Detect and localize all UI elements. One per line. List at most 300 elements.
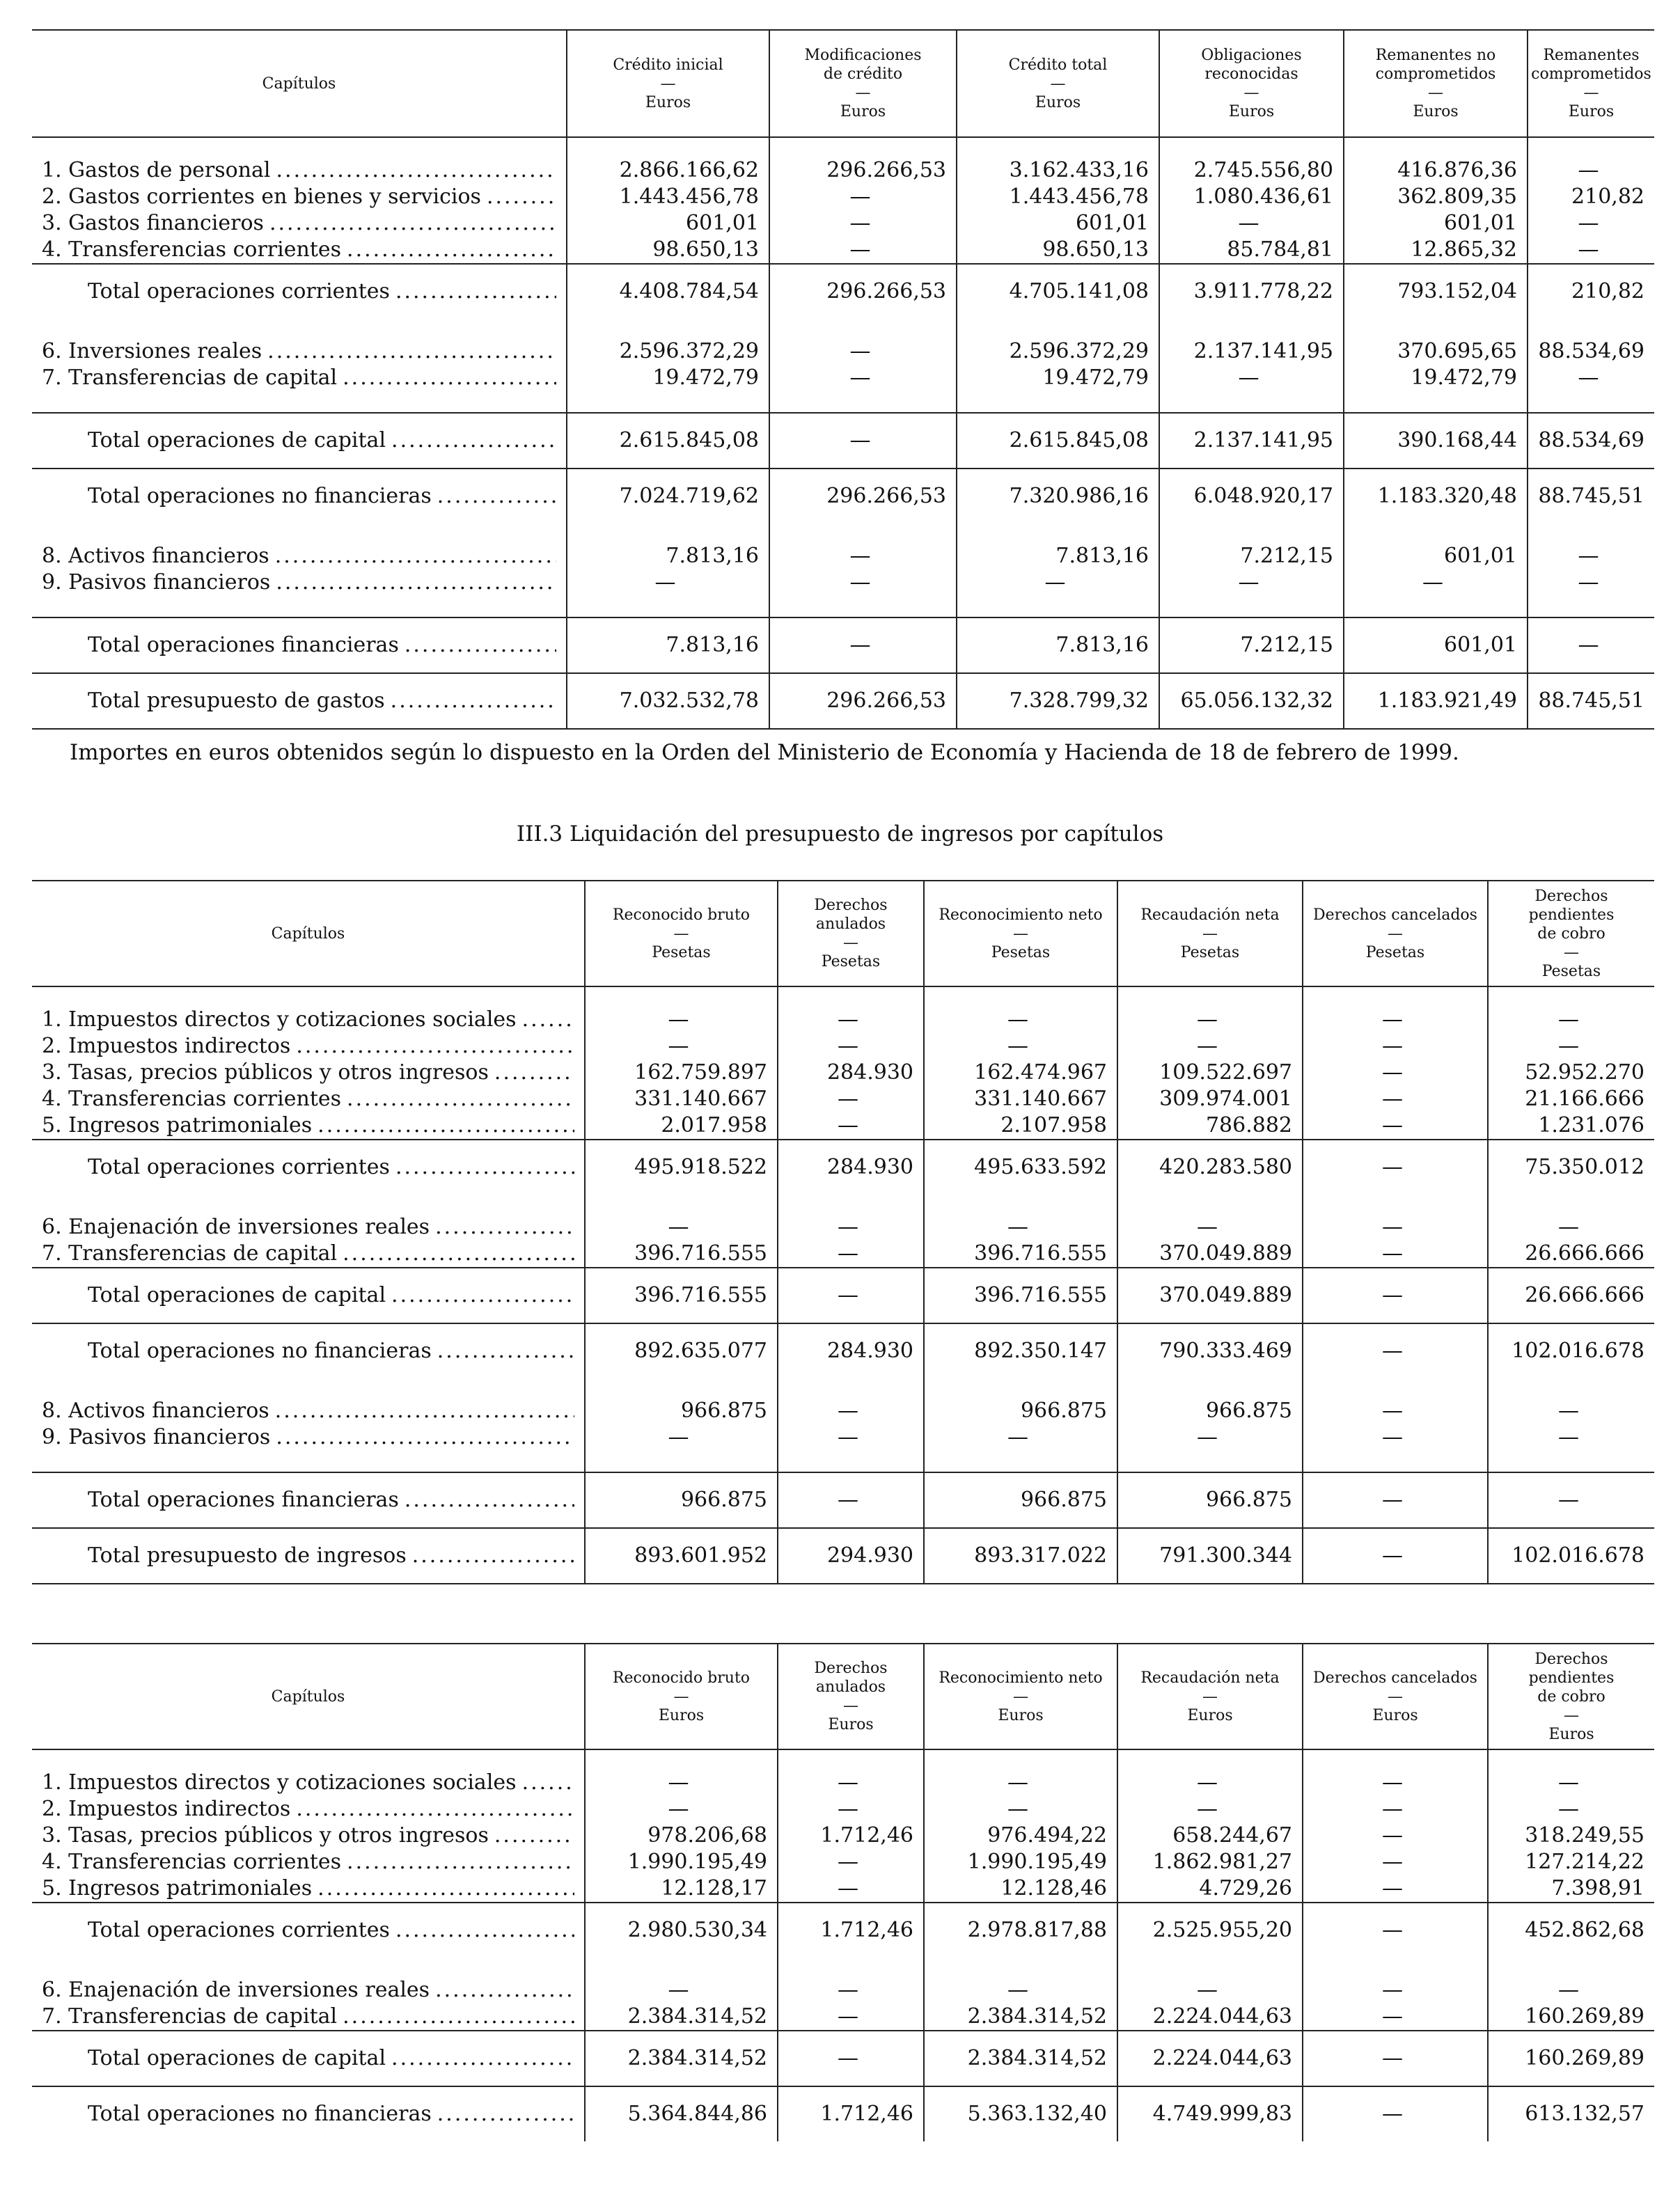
value-cell: 2.384.314,52 (924, 2004, 1117, 2031)
value-cell: 1.080.436,61 (1159, 184, 1344, 210)
value-cell: — (1303, 1060, 1488, 1086)
value-cell: — (567, 569, 769, 596)
table-row (32, 524, 1654, 569)
value-cell: 1.712,46 (778, 1823, 924, 1849)
leader-dots (437, 1338, 574, 1364)
value-cell: 893.601.952 (585, 1528, 778, 1584)
header-credito-inicial: Crédito inicial — Euros (567, 30, 769, 137)
value-cell: 52.952.270 (1488, 1060, 1654, 1086)
header-derechos-cancelados: Derechos cancelados — Pesetas (1303, 881, 1488, 986)
value-cell: 2.596.372,29 (567, 319, 769, 365)
value-cell: 4.408.784,54 (567, 264, 769, 319)
value-cell: — (1303, 2086, 1488, 2141)
row-label: 2. Impuestos indirectos (42, 1034, 291, 1058)
value-cell: 495.633.592 (924, 1140, 1117, 1195)
value-cell: — (957, 569, 1159, 596)
value-cell: 495.918.522 (585, 1140, 778, 1195)
value-cell: — (1303, 986, 1488, 1033)
leader-dots (487, 184, 556, 210)
leader-dots (267, 338, 556, 365)
value-cell: 127.214,22 (1488, 1849, 1654, 1875)
value-cell: — (1528, 210, 1654, 237)
total-row (32, 1903, 1654, 1958)
value-cell: — (778, 1472, 924, 1528)
value-cell: 7.024.719,62 (567, 469, 769, 524)
value-cell: — (1303, 1849, 1488, 1875)
value-cell: 98.650,13 (567, 237, 769, 264)
row-label: Total presupuesto de gastos (88, 688, 385, 713)
row-label: 9. Pasivos financieros (42, 1425, 271, 1449)
value-cell: — (778, 1849, 924, 1875)
value-cell: 7.212,15 (1159, 524, 1344, 569)
value-cell: — (585, 1033, 778, 1060)
row-label-cell (32, 137, 567, 184)
value-cell: 294.930 (778, 1528, 924, 1584)
value-cell: — (1528, 137, 1654, 184)
spacer-cell (567, 391, 769, 413)
value-cell: 65.056.132,32 (1159, 673, 1344, 729)
value-cell: 396.716.555 (924, 1241, 1117, 1268)
value-cell: — (924, 1424, 1117, 1451)
value-cell: — (1303, 2031, 1488, 2086)
leader-dots (494, 1060, 574, 1086)
value-cell: 7.813,16 (957, 524, 1159, 569)
row-label-cell (32, 1849, 585, 1875)
value-cell: — (778, 1195, 924, 1241)
leader-dots (347, 1849, 574, 1875)
value-cell: 2.866.166,62 (567, 137, 769, 184)
table-row (32, 1823, 1654, 1849)
table-row (32, 210, 1654, 237)
row-label-cell (32, 1086, 585, 1112)
value-cell: — (1303, 1749, 1488, 1796)
value-cell: — (585, 1749, 778, 1796)
total-row (32, 264, 1654, 319)
value-cell: 98.650,13 (957, 237, 1159, 264)
table-row (32, 569, 1654, 596)
table-row (32, 365, 1654, 391)
value-cell: — (1117, 1958, 1303, 2004)
leader-dots (317, 1112, 574, 1139)
value-cell: 790.333.469 (1117, 1323, 1303, 1378)
row-label: Total operaciones corrientes (88, 1918, 390, 1942)
row-label: 7. Transferencias de capital (42, 1241, 338, 1266)
value-cell: 284.930 (778, 1060, 924, 1086)
value-cell: 162.759.897 (585, 1060, 778, 1086)
row-label-cell (32, 1033, 585, 1060)
value-cell: — (769, 210, 957, 237)
leader-dots (391, 2045, 574, 2072)
value-cell: 2.137.141,95 (1159, 319, 1344, 365)
total-row (32, 469, 1654, 524)
value-cell: 5.364.844,86 (585, 2086, 778, 2141)
row-label: 5. Ingresos patrimoniales (42, 1876, 313, 1900)
leader-dots (343, 365, 556, 391)
value-cell: — (778, 1378, 924, 1424)
table-row (32, 1796, 1654, 1823)
header-remanentes-comprometidos: Remanentes comprometidos — Euros (1528, 30, 1654, 137)
spacer-cell (32, 596, 567, 617)
leader-dots (435, 1214, 574, 1241)
value-cell: 786.882 (1117, 1112, 1303, 1140)
value-cell: — (769, 237, 957, 264)
spacer-cell (1344, 391, 1528, 413)
spacer-cell (1159, 391, 1344, 413)
row-label: Total operaciones de capital (88, 1283, 386, 1307)
leader-dots (412, 1543, 574, 1569)
value-cell: — (585, 1195, 778, 1241)
spacer-cell (32, 1451, 585, 1472)
leader-dots (276, 1424, 574, 1451)
value-cell: 309.974.001 (1117, 1086, 1303, 1112)
value-cell: — (924, 1749, 1117, 1796)
total-row (32, 1323, 1654, 1378)
header-derechos-cancelados: Derechos cancelados — Euros (1303, 1644, 1488, 1749)
value-cell: 976.494,22 (924, 1823, 1117, 1849)
value-cell: — (1488, 1424, 1654, 1451)
header-derechos-pendientes-cobro: Derechos pendientes de cobro — Euros (1488, 1644, 1654, 1749)
row-label-cell (32, 210, 567, 237)
value-cell: — (1117, 1033, 1303, 1060)
row-label-cell (32, 1140, 585, 1195)
value-cell: 2.596.372,29 (957, 319, 1159, 365)
header-derechos-pendientes-cobro: Derechos pendientes de cobro — Pesetas (1488, 881, 1654, 986)
leader-dots (275, 543, 556, 569)
header-reconocimiento-neto: Reconocimiento neto — Pesetas (924, 881, 1117, 986)
value-cell: — (1303, 1323, 1488, 1378)
value-cell: — (1488, 1796, 1654, 1823)
spacer-row (32, 391, 1654, 413)
row-label: 7. Transferencias de capital (42, 2004, 338, 2029)
spacer-cell (778, 1451, 924, 1472)
leader-dots (296, 1033, 574, 1060)
row-label-cell (32, 1823, 585, 1849)
header-recaudacion-neta: Recaudación neta — Pesetas (1117, 881, 1303, 986)
value-cell: 210,82 (1528, 264, 1654, 319)
leader-dots (391, 1282, 574, 1309)
value-cell: 601,01 (957, 210, 1159, 237)
value-cell: — (769, 365, 957, 391)
value-cell: 2.615.845,08 (567, 413, 769, 469)
value-cell: 4.749.999,83 (1117, 2086, 1303, 2141)
value-cell: — (769, 569, 957, 596)
header-recaudacion-neta: Recaudación neta — Euros (1117, 1644, 1303, 1749)
gastos-table-wrapper (32, 29, 1654, 730)
value-cell: 1.443.456,78 (567, 184, 769, 210)
header-derechos-anulados: Derechos anulados — Euros (778, 1644, 924, 1749)
value-cell: — (1528, 569, 1654, 596)
ingresos-euros-table-wrapper (32, 1643, 1654, 2141)
value-cell: 160.269,89 (1488, 2031, 1654, 2086)
value-cell: 390.168,44 (1344, 413, 1528, 469)
value-cell: — (1488, 1749, 1654, 1796)
value-cell: 370.049.889 (1117, 1268, 1303, 1323)
row-label-cell (32, 524, 567, 569)
value-cell: 2.384.314,52 (585, 2031, 778, 2086)
value-cell: 4.705.141,08 (957, 264, 1159, 319)
row-label-cell (32, 1528, 585, 1584)
value-cell: — (1488, 1378, 1654, 1424)
row-label: 5. Ingresos patrimoniales (42, 1113, 313, 1138)
row-label-cell (32, 319, 567, 365)
value-cell: 284.930 (778, 1140, 924, 1195)
value-cell: — (1303, 2004, 1488, 2031)
value-cell: — (1303, 1424, 1488, 1451)
row-label-cell (32, 1749, 585, 1796)
value-cell: 370.695,65 (1344, 319, 1528, 365)
value-cell: — (1303, 1796, 1488, 1823)
total-row (32, 1528, 1654, 1584)
header-reconocido-bruto: Reconocido bruto — Pesetas (585, 881, 778, 986)
value-cell: — (1303, 1268, 1488, 1323)
row-label: 6. Enajenación de inversiones reales (42, 1978, 430, 2002)
row-label-cell (32, 986, 585, 1033)
row-label-cell (32, 1195, 585, 1241)
value-cell: 601,01 (1344, 617, 1528, 673)
value-cell: — (1117, 1796, 1303, 1823)
row-label: 6. Inversiones reales (42, 339, 262, 363)
spacer-cell (1303, 1451, 1488, 1472)
leader-dots (269, 210, 556, 237)
value-cell: 658.244,67 (1117, 1823, 1303, 1849)
row-label-cell (32, 469, 567, 524)
total-row (32, 617, 1654, 673)
value-cell: — (778, 1875, 924, 1903)
value-cell: 109.522.697 (1117, 1060, 1303, 1086)
value-cell: — (1303, 1958, 1488, 2004)
header-modificaciones-credito: Modificaciones de crédito — Euros (769, 30, 957, 137)
row-label: 4. Transferencias corrientes (42, 1850, 342, 1874)
value-cell: 966.875 (585, 1472, 778, 1528)
value-cell: — (924, 1958, 1117, 2004)
value-cell: 331.140.667 (585, 1086, 778, 1112)
value-cell: 966.875 (924, 1472, 1117, 1528)
value-cell: — (1303, 1378, 1488, 1424)
value-cell: 362.809,35 (1344, 184, 1528, 210)
leader-dots (395, 278, 556, 305)
value-cell: 318.249,55 (1488, 1823, 1654, 1849)
value-cell: 296.266,53 (769, 469, 957, 524)
row-label-cell (32, 184, 567, 210)
row-label-cell (32, 1958, 585, 2004)
value-cell: 420.283.580 (1117, 1140, 1303, 1195)
value-cell: 7.320.986,16 (957, 469, 1159, 524)
row-label: 4. Transferencias corrientes (42, 1087, 342, 1111)
row-label: 3. Tasas, precios públicos y otros ingresos (42, 1823, 489, 1848)
value-cell: — (778, 1268, 924, 1323)
row-label: 3. Tasas, precios públicos y otros ingresos (42, 1060, 489, 1085)
row-label-cell (32, 1875, 585, 1903)
value-cell: 3.911.778,22 (1159, 264, 1344, 319)
total-row (32, 413, 1654, 469)
value-cell: — (1117, 1749, 1303, 1796)
value-cell: 160.269,89 (1488, 2004, 1654, 2031)
value-cell: — (1303, 1528, 1488, 1584)
value-cell: 3.162.433,16 (957, 137, 1159, 184)
row-label-cell (32, 413, 567, 469)
value-cell: 85.784,81 (1159, 237, 1344, 264)
row-label: 1. Impuestos directos y cotizaciones sociales (42, 1770, 517, 1795)
value-cell: — (1528, 617, 1654, 673)
value-cell: — (778, 986, 924, 1033)
row-label: Total operaciones corrientes (88, 1155, 390, 1179)
spacer-cell (1528, 596, 1654, 617)
value-cell: 7.813,16 (957, 617, 1159, 673)
value-cell: — (1303, 1241, 1488, 1268)
row-label: 4. Transferencias corrientes (42, 237, 342, 262)
gastos-header-row (32, 30, 1654, 137)
value-cell: 331.140.667 (924, 1086, 1117, 1112)
ingresos-pesetas-table-wrapper (32, 880, 1654, 1584)
leader-dots (347, 237, 556, 263)
value-cell: — (1528, 237, 1654, 264)
table-row (32, 1033, 1654, 1060)
value-cell: — (585, 1796, 778, 1823)
value-cell: — (778, 1796, 924, 1823)
value-cell: 601,01 (1344, 524, 1528, 569)
value-cell: — (1159, 210, 1344, 237)
header-derechos-anulados: Derechos anulados — Pesetas (778, 881, 924, 986)
row-label: 2. Gastos corrientes en bienes y servicios (42, 184, 481, 209)
value-cell: 7.328.799,32 (957, 673, 1159, 729)
value-cell: — (1159, 569, 1344, 596)
leader-dots (275, 1398, 574, 1424)
header-credito-total: Crédito total — Euros (957, 30, 1159, 137)
euros-conversion-note: Importes en euros obtenidos según lo dispuesto en la Orden del Ministerio de Economía y Hacienda de 18 de febrero de 1999. (70, 740, 1459, 765)
ingresos-euros-header-row (32, 1644, 1654, 1749)
leader-dots (437, 2101, 574, 2127)
value-cell: — (1303, 1033, 1488, 1060)
value-cell: 7.813,16 (567, 617, 769, 673)
value-cell: 12.128,17 (585, 1875, 778, 1903)
value-cell: 88.534,69 (1528, 413, 1654, 469)
row-label-cell (32, 1378, 585, 1424)
spacer-cell (1117, 1451, 1303, 1472)
value-cell: — (1488, 1958, 1654, 2004)
table-row (32, 319, 1654, 365)
value-cell: 1.862.981,27 (1117, 1849, 1303, 1875)
value-cell: 7.398,91 (1488, 1875, 1654, 1903)
value-cell: — (1303, 1195, 1488, 1241)
table-row (32, 1958, 1654, 2004)
spacer-cell (1488, 1451, 1654, 1472)
value-cell: — (1303, 1875, 1488, 1903)
row-label: 3. Gastos financieros (42, 211, 264, 235)
value-cell: — (1488, 1033, 1654, 1060)
value-cell: — (1303, 1472, 1488, 1528)
leader-dots (395, 1154, 574, 1181)
value-cell: — (769, 413, 957, 469)
header-reconocido-bruto: Reconocido bruto — Euros (585, 1644, 778, 1749)
row-label-cell (32, 673, 567, 729)
value-cell: 88.534,69 (1528, 319, 1654, 365)
value-cell: 2.017.958 (585, 1112, 778, 1140)
value-cell: — (778, 1086, 924, 1112)
total-row (32, 2031, 1654, 2086)
table-row (32, 1749, 1654, 1796)
value-cell: — (1488, 1472, 1654, 1528)
header-reconocimiento-neto: Reconocimiento neto — Euros (924, 1644, 1117, 1749)
spacer-cell (1528, 391, 1654, 413)
value-cell: — (1344, 569, 1528, 596)
value-cell: — (924, 1033, 1117, 1060)
value-cell: — (1528, 365, 1654, 391)
value-cell: 1.183.320,48 (1344, 469, 1528, 524)
leader-dots (276, 157, 556, 184)
value-cell: — (1303, 1086, 1488, 1112)
spacer-cell (924, 1451, 1117, 1472)
value-cell: 892.350.147 (924, 1323, 1117, 1378)
value-cell: — (924, 1796, 1117, 1823)
leader-dots (522, 1007, 574, 1033)
value-cell: 7.032.532,78 (567, 673, 769, 729)
value-cell: 75.350.012 (1488, 1140, 1654, 1195)
table-row (32, 1241, 1654, 1268)
value-cell: — (924, 986, 1117, 1033)
value-cell: 26.666.666 (1488, 1241, 1654, 1268)
leader-dots (317, 1875, 574, 1902)
row-label: 7. Transferencias de capital (42, 365, 338, 390)
row-label: Total operaciones financieras (88, 633, 399, 657)
value-cell: 2.107.958 (924, 1112, 1117, 1140)
row-label: Total operaciones de capital (88, 428, 386, 452)
value-cell: 12.128,46 (924, 1875, 1117, 1903)
value-cell: 2.384.314,52 (585, 2004, 778, 2031)
total-row (32, 2086, 1654, 2141)
row-label: 1. Impuestos directos y cotizaciones sociales (42, 1007, 517, 1032)
value-cell: 1.990.195,49 (585, 1849, 778, 1875)
leader-dots (343, 1241, 574, 1267)
row-label-cell (32, 1796, 585, 1823)
table-row (32, 1378, 1654, 1424)
value-cell: 1.712,46 (778, 2086, 924, 2141)
row-label: Total operaciones no financieras (88, 484, 432, 508)
header-capitulos: Capítulos (32, 1644, 585, 1749)
leader-dots (437, 483, 556, 510)
value-cell: 1.990.195,49 (924, 1849, 1117, 1875)
row-label-cell (32, 2086, 585, 2141)
value-cell: — (778, 2004, 924, 2031)
leader-dots (391, 427, 556, 454)
value-cell: 2.224.044,63 (1117, 2031, 1303, 2086)
table-row (32, 137, 1654, 184)
row-label-cell (32, 237, 567, 264)
value-cell: — (1488, 1195, 1654, 1241)
row-label-cell (32, 617, 567, 673)
spacer-cell (1159, 596, 1344, 617)
leader-dots (405, 632, 556, 659)
value-cell: 791.300.344 (1117, 1528, 1303, 1584)
value-cell: 396.716.555 (585, 1268, 778, 1323)
value-cell: — (1303, 1112, 1488, 1140)
total-row (32, 1268, 1654, 1323)
value-cell: 5.363.132,40 (924, 2086, 1117, 2141)
table-row (32, 1424, 1654, 1451)
row-label: Total presupuesto de ingresos (88, 1543, 407, 1568)
value-cell: 88.745,51 (1528, 673, 1654, 729)
header-capitulos: Capítulos (32, 30, 567, 137)
row-label: Total operaciones financieras (88, 1488, 399, 1512)
row-label: Total operaciones corrientes (88, 279, 390, 304)
value-cell: 396.716.555 (924, 1268, 1117, 1323)
table-row (32, 1849, 1654, 1875)
row-label-cell (32, 1472, 585, 1528)
value-cell: 162.474.967 (924, 1060, 1117, 1086)
leader-dots (435, 1977, 574, 2004)
value-cell: 613.132,57 (1488, 2086, 1654, 2141)
row-label-cell (32, 264, 567, 319)
ingresos-pesetas-table-body (32, 986, 1654, 1584)
